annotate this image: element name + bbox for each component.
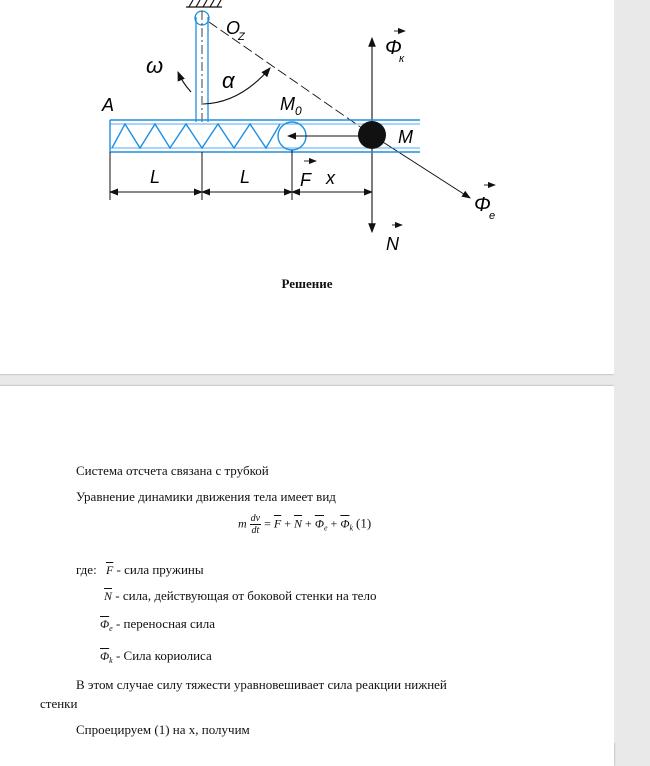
text-line-2: Уравнение динамики движения тела имеет вид	[76, 489, 336, 504]
omega-arrow	[178, 72, 191, 92]
label-m: M	[398, 127, 413, 147]
dynamics-equation: m $\frac{dv}{dt}$ = $\overline{F} + \overline{N} + \overline{\Phi}_e + \overline{\Phi}_k$ (1)	[238, 513, 372, 536]
label-m0: M	[280, 94, 295, 114]
alpha-arc	[203, 68, 270, 104]
mechanics-diagram	[0, 0, 614, 270]
text-line-1: Система отсчета связана с трубкой	[76, 463, 269, 478]
text-line-7a: В этом случае силу тяжести уравновешивает сила реакции нижней	[76, 677, 447, 692]
label-l1: L	[150, 167, 161, 187]
label-phi-k: Φ	[385, 37, 402, 59]
legend-n-line: $\overline{N}$ - сила, действующая от боковой стенки на тело	[104, 588, 377, 603]
ceiling-support	[186, 0, 222, 7]
formula-m: m	[238, 516, 247, 531]
text-line-8: Спроецируем (1) на x, получим	[76, 722, 250, 737]
formula-phi-e: $\overline{\Phi}$	[314, 516, 324, 531]
label-f: F	[300, 170, 311, 190]
label-phi-k-sub: к	[399, 53, 405, 65]
legend-phi-k-line: $\overline{\Phi}_k$ - Сила кориолиса	[100, 648, 212, 665]
formula-derivative: $\frac{dv}{dt}$	[250, 513, 261, 536]
label-alpha: α	[222, 68, 235, 93]
legend-f-line: где: $\overline{F}$ - сила пружины	[76, 562, 204, 577]
label-phi-e-sub: e	[489, 210, 496, 222]
label-phi-e: Φ	[474, 194, 491, 216]
document-page-1	[0, 0, 614, 374]
formula-n: $\overline{N}$	[294, 516, 303, 531]
label-m0-sub: 0	[295, 104, 302, 118]
section-heading: Решение	[281, 276, 333, 291]
window-gutter	[614, 0, 650, 743]
text-line-7b: стенки	[40, 696, 78, 711]
spring	[112, 124, 280, 148]
label-x: x	[326, 168, 335, 188]
formula-number: (1)	[356, 515, 372, 531]
formula-phi-k: $\overline{\Phi}$	[340, 516, 350, 531]
document-page-2	[0, 386, 614, 766]
formula-f: $\overline{F}$	[273, 516, 282, 531]
label-a: A	[102, 95, 115, 115]
label-l2: L	[240, 167, 251, 187]
body-m	[358, 121, 386, 149]
phi-e-vector	[372, 135, 470, 198]
label-n: N	[386, 234, 399, 254]
label-o-sub: Z	[238, 31, 245, 43]
label-o: O	[226, 18, 241, 38]
label-omega: ω	[146, 53, 164, 78]
legend-phi-e-line: $\overline{\Phi}_e$ - переносная сила	[100, 616, 216, 633]
